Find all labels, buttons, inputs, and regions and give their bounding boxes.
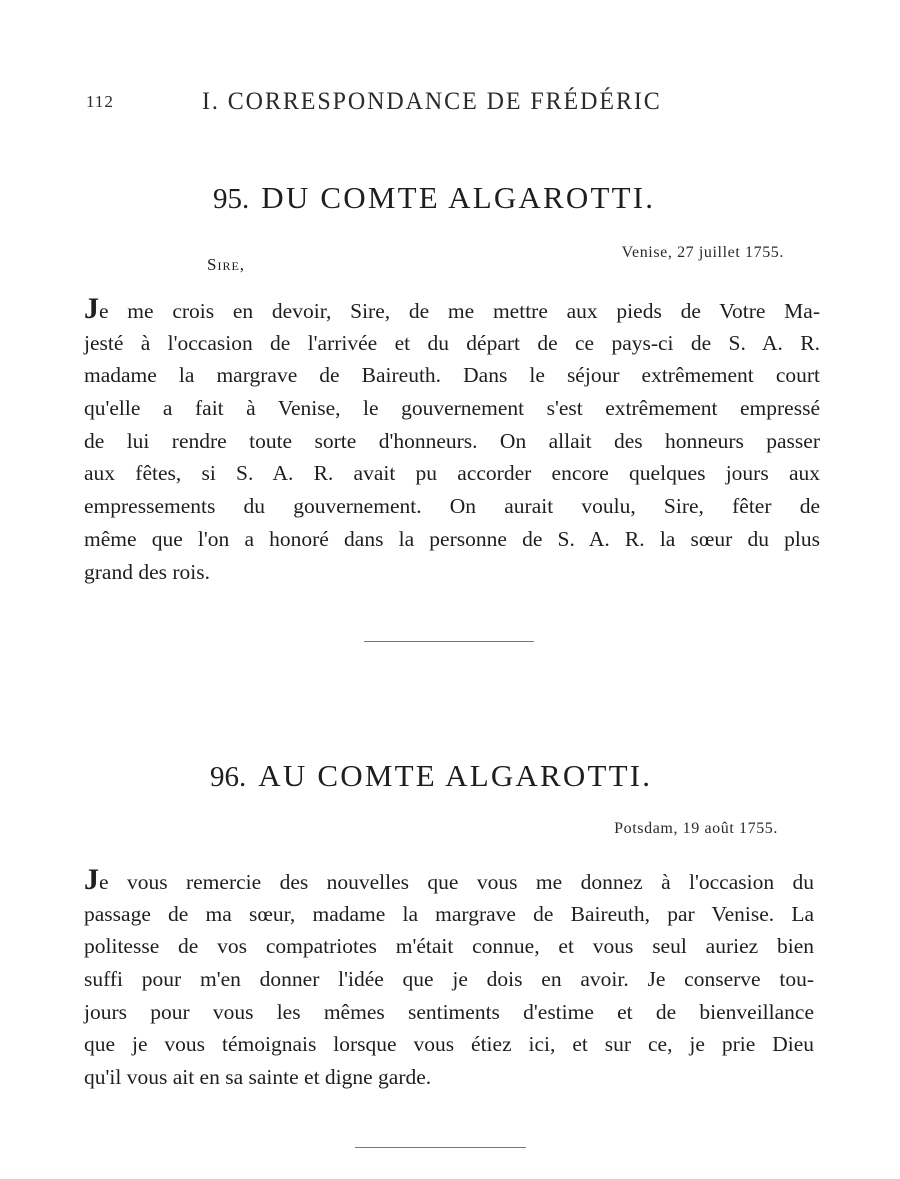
body-line: de lui rendre toute sorte d'honneurs. On allait des honneurs passer (84, 428, 820, 453)
body-line: grand des rois. (84, 559, 210, 584)
letter-95-salutation: Sire, (207, 255, 246, 274)
page-number: 112 (86, 92, 114, 111)
letter-number: 95. (213, 183, 250, 215)
body-line: que je vous témoignais lorsque vous étiez ici, et sur ce, je prie Dieu (84, 1032, 814, 1057)
running-title: I. CORRESPONDANCE DE FRÉDÉRIC (202, 88, 662, 115)
letter-title: DU COMTE ALGAROTTI. (261, 180, 656, 215)
body-line: jesté à l'occasion de l'arrivée et du départ de ce pays-ci de S. A. R. (84, 330, 820, 355)
section-divider (364, 641, 534, 642)
letter-95-body (84, 294, 820, 588)
body-line: Je vous remercie des nouvelles que vous me donnez à l'occasion du (84, 863, 814, 896)
body-line: suffi pour m'en donner l'idée que je dois en avoir. Je conserve tou- (84, 967, 814, 992)
letter-number: 96. (210, 761, 247, 793)
section-divider (355, 1147, 526, 1148)
body-line: passage de ma sœur, madame la margrave de Baireuth, par Venise. La (84, 901, 814, 926)
body-line: même que l'on a honoré dans la personne de S. A. R. la sœur du plus (84, 526, 820, 551)
body-line: madame la margrave de Baireuth. Dans le séjour extrêmement court (84, 363, 820, 388)
drop-cap: J (84, 292, 99, 325)
body-line: jours pour vous les mêmes sentiments d'estime et de bienveillance (84, 999, 814, 1024)
running-head (86, 88, 786, 120)
letter-96-body (84, 865, 814, 1094)
letter-96-dateline: Potsdam, 19 août 1755. (614, 820, 778, 837)
body-line: politesse de vos compatriotes m'était connue, et vous seul auriez bien (84, 934, 814, 959)
body-line: empressements du gouvernement. On aurait voulu, Sire, fêter de (84, 494, 820, 519)
body-line: aux fêtes, si S. A. R. avait pu accorder encore quelques jours aux (84, 461, 820, 486)
body-line: qu'elle a fait à Venise, le gouvernement s'est extrêmement empressé (84, 396, 820, 421)
letter-95-dateline: Venise, 27 juillet 1755. (621, 244, 784, 261)
letter-95-heading (213, 180, 655, 216)
body-line: Je me crois en devoir, Sire, de me mettre aux pieds de Votre Ma- (84, 292, 820, 325)
body-line: qu'il vous ait en sa sainte et digne garde. (84, 1065, 432, 1090)
letter-96-heading (210, 758, 652, 794)
drop-cap: J (84, 863, 99, 896)
letter-title: AU COMTE ALGAROTTI. (258, 758, 653, 793)
